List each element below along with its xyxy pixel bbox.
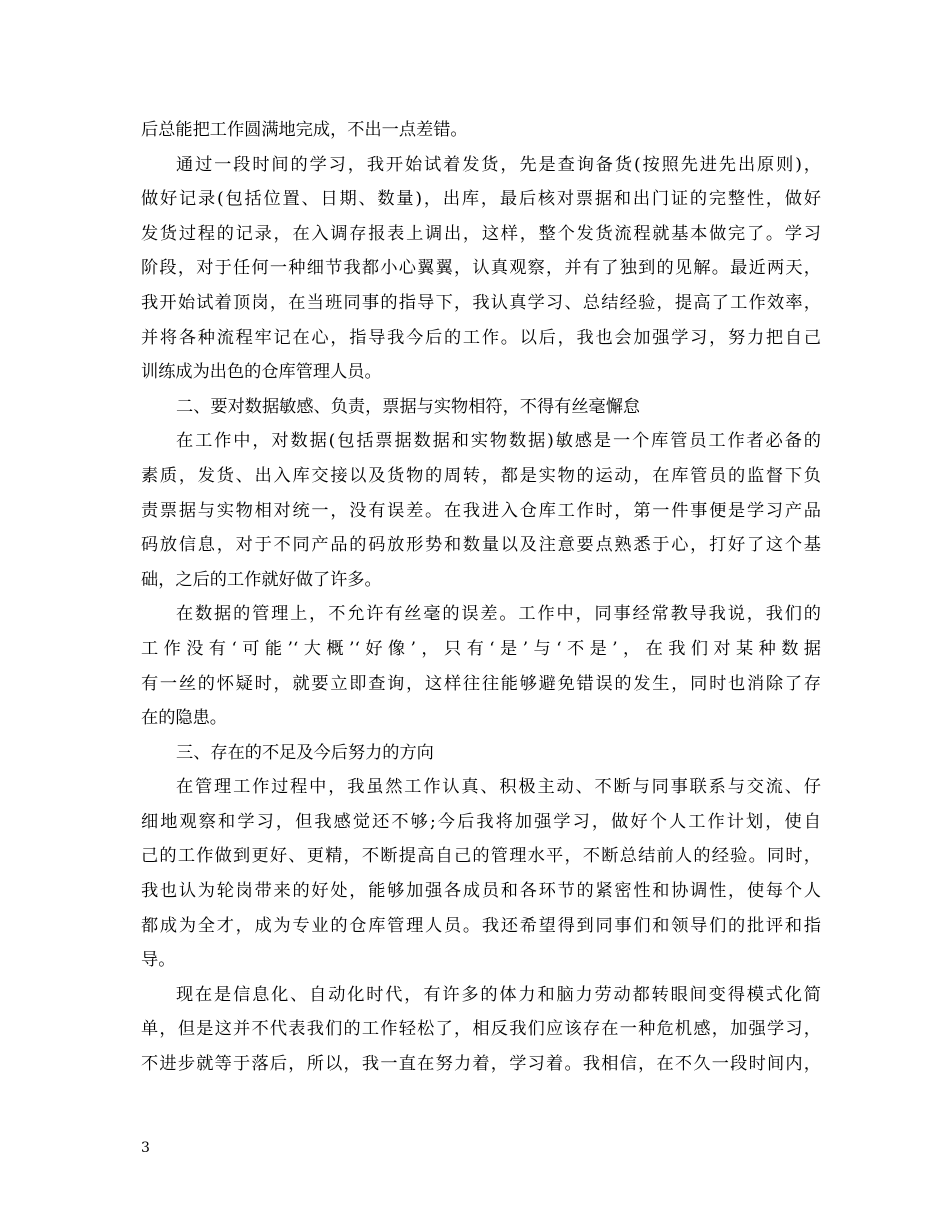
text-line: 在数据的管理上，不允许有丝毫的误差。工作中，同事经常教导我说，我们的	[176, 604, 821, 625]
text-line: 做好记录(包括位置、日期、数量)，出库，最后核对票据和出门证的完整性，做好	[141, 189, 821, 210]
text-line: 都成为全才，成为专业的仓库管理人员。我还希望得到同事们和领导们的批评和指	[141, 915, 821, 936]
text-line: 在管理工作过程中，我虽然工作认真、积极主动、不断与同事联系与交流、仔	[176, 777, 821, 798]
text-line: 阶段，对于任何一种细节我都小心翼翼，认真观察，并有了独到的见解。最近两天，	[141, 258, 821, 279]
text-line: 素质，发货、出入库交接以及货物的周转，都是实物的运动，在库管员的监督下负	[141, 465, 821, 486]
text-line: 我开始试着顶岗，在当班同事的指导下，我认真学习、总结经验，提高了工作效率，	[141, 292, 821, 313]
text-line: 础，之后的工作就好做了许多。	[141, 569, 382, 590]
text-line: 后总能把工作圆满地完成，不出一点差错。	[141, 120, 468, 140]
text-line: 在的隐患。	[141, 708, 227, 729]
text-line: 我也认为轮岗带来的好处，能够加强各成员和各环节的紧密性和协调性，使每个人	[141, 881, 821, 902]
text-line: 三、存在的不足及今后努力的方向	[176, 742, 434, 763]
text-line: 细地观察和学习，但我感觉还不够;今后我将加强学习，做好个人工作计划，使自	[141, 811, 821, 832]
text-line: 通过一段时间的学习，我开始试着发货，先是查询备货(按照先进先出原则)，	[176, 154, 821, 175]
text-line: 二、要对数据敏感、负责，票据与实物相符，不得有丝毫懈怠	[176, 396, 641, 417]
text-line: 在工作中，对数据(包括票据数据和实物数据)敏感是一个库管员工作者必备的	[176, 431, 821, 452]
text-line: 码放信息，对于不同产品的码放形势和数量以及注意要点熟悉于心，打好了这个基	[141, 535, 821, 556]
text-line: 并将各种流程牢记在心，指导我今后的工作。以后，我也会加强学习，努力把自己	[141, 327, 821, 348]
document-body-text	[141, 113, 821, 1082]
text-line: 单，但是这并不代表我们的工作轻松了，相反我们应该存在一种危机感，加强学习，	[141, 1019, 821, 1040]
text-line: 己的工作做到更好、更精，不断提高自己的管理水平，不断总结前人的经验。同时，	[141, 846, 821, 867]
text-line: 发货过程的记录，在入调存报表上调出，这样，整个发货流程就基本做完了。学习	[141, 223, 821, 244]
text-line: 训练成为出色的仓库管理人员。	[141, 362, 382, 383]
text-line: 现在是信息化、自动化时代，有许多的体力和脑力劳动都转眼间变得模式化简	[176, 984, 821, 1005]
text-line: 工作没有‘可能’‘大概’‘好像’，只有‘是’与‘不是’，在我们对某种数据	[141, 638, 821, 659]
text-line: 有一丝的怀疑时，就要立即查询，这样往往能够避免错误的发生，同时也消除了存	[141, 673, 821, 694]
page-number: 3	[141, 1140, 150, 1156]
text-line: 责票据与实物相对统一，没有误差。在我进入仓库工作时，第一件事便是学习产品	[141, 500, 821, 521]
text-line: 导。	[141, 950, 176, 971]
text-line: 不进步就等于落后，所以，我一直在努力着，学习着。我相信，在不久一段时间内，	[141, 1054, 821, 1075]
